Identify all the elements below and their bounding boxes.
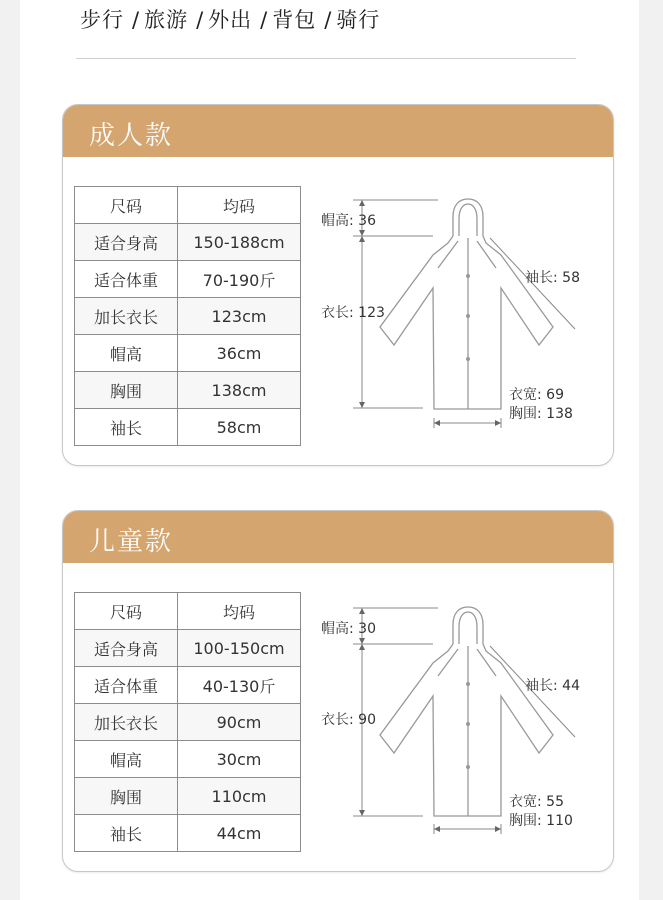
product-detail-page bbox=[20, 0, 639, 900]
row-label: 加长衣长 bbox=[75, 704, 178, 741]
row-label: 适合身高 bbox=[75, 224, 178, 261]
usage-tag: 旅游 bbox=[144, 8, 189, 32]
row-value: 123cm bbox=[178, 298, 301, 335]
tag-separator: / bbox=[324, 8, 333, 32]
row-value: 100-150cm bbox=[178, 630, 301, 667]
row-value: 40-130斤 bbox=[178, 667, 301, 704]
row-value: 36cm bbox=[178, 335, 301, 372]
row-label: 帽高 bbox=[75, 741, 178, 778]
usage-tag: 外出 bbox=[208, 8, 253, 32]
raincoat-outline-icon bbox=[380, 199, 553, 409]
row-value: 30cm bbox=[178, 741, 301, 778]
usage-tags bbox=[80, 4, 380, 34]
chest-label: 胸围: 138 bbox=[509, 406, 573, 422]
section-title: 儿童款 bbox=[89, 527, 174, 557]
table-header-cell: 均码 bbox=[178, 187, 301, 224]
raincoat-outline-icon bbox=[380, 607, 553, 816]
row-value: 90cm bbox=[178, 704, 301, 741]
row-label: 适合身高 bbox=[75, 630, 178, 667]
kids-size-card bbox=[62, 510, 614, 872]
usage-tag: 背包 bbox=[272, 8, 317, 32]
row-value: 138cm bbox=[178, 372, 301, 409]
row-value: 70-190斤 bbox=[178, 261, 301, 298]
tag-separator: / bbox=[132, 8, 141, 32]
width-label: 衣宽: 69 bbox=[509, 387, 564, 403]
usage-tag: 骑行 bbox=[336, 8, 381, 32]
width-label: 衣宽: 55 bbox=[509, 794, 564, 810]
section-title: 成人款 bbox=[89, 121, 174, 151]
usage-tag: 步行 bbox=[80, 8, 124, 32]
row-label: 帽高 bbox=[75, 335, 178, 372]
row-label: 袖长 bbox=[75, 409, 178, 446]
arrow-heads bbox=[359, 608, 501, 832]
row-label: 适合体重 bbox=[75, 261, 178, 298]
adult-size-card bbox=[62, 104, 614, 466]
row-label: 加长衣长 bbox=[75, 298, 178, 335]
row-label: 胸围 bbox=[75, 778, 178, 815]
hood-height-label: 帽高: 30 bbox=[321, 621, 376, 637]
table-header-cell: 尺码 bbox=[75, 593, 178, 630]
row-label: 胸围 bbox=[75, 372, 178, 409]
tag-separator: / bbox=[260, 8, 269, 32]
chest-label: 胸围: 110 bbox=[509, 813, 573, 829]
row-value: 44cm bbox=[178, 815, 301, 852]
row-label: 袖长 bbox=[75, 815, 178, 852]
table-header-cell: 均码 bbox=[178, 593, 301, 630]
hood-height-label: 帽高: 36 bbox=[321, 213, 376, 229]
length-label: 衣长: 90 bbox=[321, 712, 376, 728]
tag-separator: / bbox=[196, 8, 205, 32]
row-value: 110cm bbox=[178, 778, 301, 815]
row-value: 58cm bbox=[178, 409, 301, 446]
sleeve-label: 袖长: 58 bbox=[525, 270, 580, 286]
table-header-cell: 尺码 bbox=[75, 187, 178, 224]
divider bbox=[76, 58, 576, 59]
raincoat-diagram bbox=[63, 511, 613, 871]
sleeve-label: 袖长: 44 bbox=[525, 678, 580, 694]
length-label: 衣长: 123 bbox=[321, 305, 385, 321]
raincoat-diagram bbox=[63, 105, 613, 465]
row-value: 150-188cm bbox=[178, 224, 301, 261]
row-label: 适合体重 bbox=[75, 667, 178, 704]
